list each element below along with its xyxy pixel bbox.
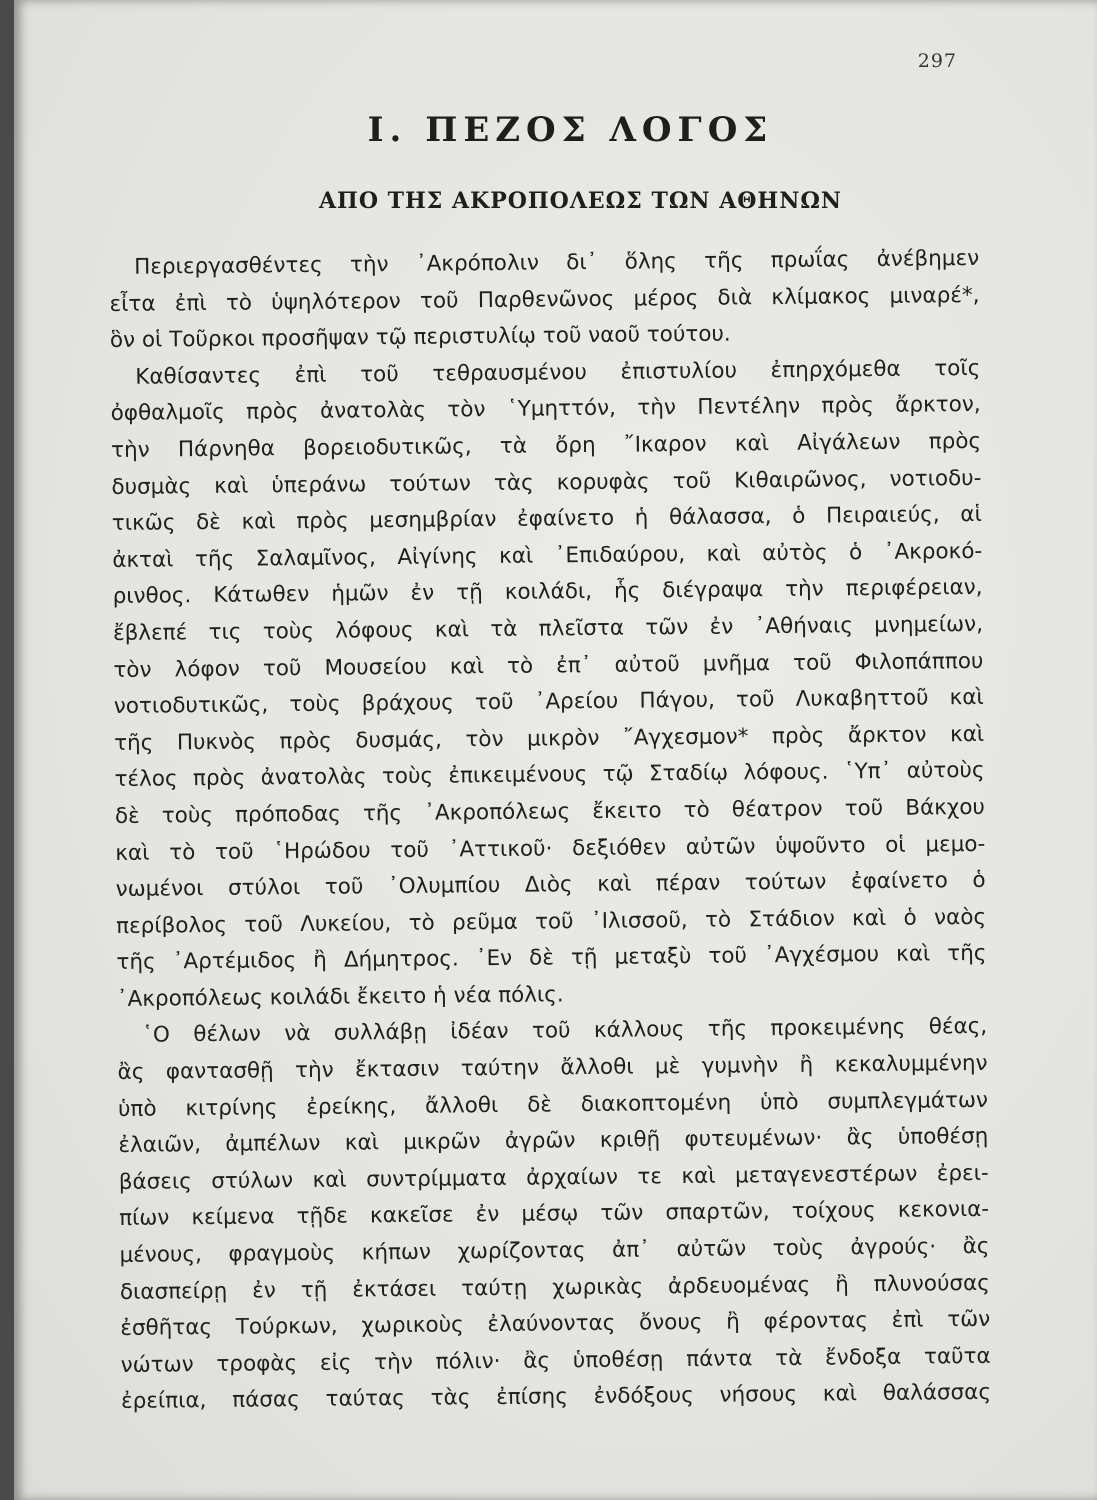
- text-line: ρινθος. Κάτωθεν ἡμῶν ἐν τῇ κοιλάδι, ἧς διέγραψα τὴν περιφέρειαν,: [112, 575, 983, 610]
- page-number: 297: [917, 50, 957, 72]
- text-line: δυσμὰς καὶ ὑπεράνω τούτων τὰς κορυφὰς τοῦ Κιθαιρῶνος, νοτιοδυ-: [111, 465, 982, 500]
- text-line: καὶ τὸ τοῦ ῾Ηρώδου τοῦ ᾿Αττικοῦ· δεξιόθεν αὐτῶν ὑψοῦντο οἱ μεμο-: [115, 831, 986, 866]
- text-line: ἂς φαντασθῇ τὴν ἔκτασιν ταύτην ἄλλοθι μὲ γυμνὴν ἢ κεκαλυμμένην: [117, 1050, 988, 1086]
- text-line: βάσεις στύλων καὶ συντρίμματα ἀρχαίων τε καὶ μεταγενεστέρων ἐρει-: [118, 1160, 989, 1195]
- text-line: τῆς ᾿Αρτέμιδος ἢ Δήμητρος. ᾿Εν δὲ τῇ μεταξὺ τοῦ ᾿Αγχέσμου καὶ τῆς: [116, 941, 987, 976]
- text-line: δὲ τοὺς πρόποδας τῆς ᾿Ακροπόλεως ἔκειτο τὸ θέατρον τοῦ Βάκχου: [114, 794, 986, 829]
- book-page: [14, 0, 1097, 1500]
- text-line: εἶτα ἐπὶ τὸ ὑψηλότερον τοῦ Παρθενῶνος μέρος διὰ κλίμακος μιναρέ*,: [109, 282, 980, 317]
- text-line: ἔβλεπέ τις τοὺς λόφους καὶ τὰ πλεῖστα τῶν ἐν ᾿Αθήναις μνημείων,: [112, 611, 984, 646]
- text-line: Καθίσαντες ἐπὶ τοῦ τεθραυσμένου ἐπιστυλίου ἐπηρχόμεθα τοῖς: [135, 355, 981, 390]
- text-line: τὴν Πάρνηθα βορειοδυτικῶς, τὰ ὄρη ῎Ικαρον καὶ Αἰγάλεων πρὸς: [110, 428, 982, 463]
- text-line: ἐλαιῶν, ἀμπέλων καὶ μικρῶν ἀγρῶν κριθῇ φυτευμένων· ἂς ὑποθέσῃ: [118, 1124, 989, 1159]
- text-line: μένους, φραγμοὺς κήπων χωρίζοντας ἀπ᾿ αὐτῶν τοὺς ἀγρούς· ἂς: [119, 1233, 990, 1268]
- text-line: τέλος πρὸς ἀνατολὰς τοὺς ἐπικειμένους τῷ Σταδίῳ λόφους. ῾Υπ᾿ αὐτοὺς: [114, 758, 985, 793]
- text-line: πίων κείμενα τῇδε κακεῖσε ἐν μέσῳ τῶν σπαρτῶν, τοίχους κεκονια-: [119, 1197, 990, 1232]
- text-line: νώτων τροφὰς εἰς τὴν πόλιν· ἂς ὑποθέσῃ πάντα τὰ ἔνδοξα ταῦτα: [120, 1343, 991, 1378]
- text-line: τὸν λόφον τοῦ Μουσείου καὶ τὸ ἐπ᾿ αὐτοῦ μνῆμα τοῦ Φιλοπάππου: [113, 648, 984, 683]
- text-line: περίβολος τοῦ Λυκείου, τὸ ρεῦμα τοῦ ᾿Ιλισσοῦ, τὸ Στάδιον καὶ ὁ ναὸς: [115, 904, 987, 939]
- text-line: ὀφθαλμοῖς πρὸς ἀνατολὰς τὸν ῾Υμηττόν, τὴν Πεντέλην πρὸς ἄρκτον,: [110, 392, 981, 427]
- text-line: τικῶς δὲ καὶ πρὸς μεσημβρίαν ἐφαίνετο ἡ θάλασσα, ὁ Πειραιεύς, αἱ: [111, 502, 982, 537]
- text-line: ὑπὸ κιτρίνης ἐρείκης, ἄλλοθι δὲ διακοπτομένη ὑπὸ συμπλεγμάτων: [117, 1087, 989, 1122]
- text-line: ᾿Ακροπόλεως κοιλάδι ἔκειτο ἡ νέα πόλις.: [116, 982, 564, 1012]
- text-line: ἐρείπια, πάσας ταύτας τὰς ἐπίσης ἐνδόξους νήσους καὶ θαλάσσας: [120, 1380, 992, 1415]
- text-line: ὃν οἱ Τοῦρκοι προσῆψαν τῷ περιστυλίῳ τοῦ ναοῦ τούτου.: [109, 321, 731, 354]
- text-line: νωμένοι στύλοι τοῦ ᾿Ολυμπίου Διὸς καὶ πέραν τούτων ἐφαίνετο ὁ: [115, 867, 986, 903]
- text-line: διασπείρῃ ἐν τῇ ἐκτάσει ταύτῃ χωρικὰς ἀρδευομένας ἢ πλυνούσας: [119, 1270, 990, 1305]
- body-text: [109, 241, 991, 1421]
- chapter-subtitle: ΑΠΟ ΤΗΣ ΑΚΡΟΠΟΛΕΩΣ ΤΩΝ ΑΘΗΝΩΝ: [318, 188, 843, 214]
- text-line: νοτιοδυτικῶς, τοὺς βράχους τοῦ ᾿Αρείου Πάγου, τοῦ Λυκαβηττοῦ καὶ: [113, 684, 984, 720]
- text-line: Περιεργασθέντες τὴν ᾿Ακρόπολιν δι᾿ ὅλης τῆς πρωΐας ἀνέβημεν: [134, 245, 980, 280]
- text-line: ἐσθῆτας Τούρκων, χωρικοὺς ἐλαύνοντας ὄνους ἢ φέροντας ἐπὶ τῶν: [120, 1307, 991, 1342]
- section-title: I. ΠΕΖΟΣ ΛΟΓΟΣ: [367, 110, 774, 150]
- text-line: ῾Ο θέλων νὰ συλλάβῃ ἰδέαν τοῦ κάλλους τῆς προκειμένης θέας,: [142, 1014, 988, 1049]
- text-line: τῆς Πυκνὸς πρὸς δυσμάς, τὸν μικρὸν ῎Αγχεσμον* πρὸς ἄρκτον καὶ: [114, 721, 985, 756]
- text-line: ἀκταὶ τῆς Σαλαμῖνος, Αἰγίνης καὶ ᾿Επιδαύρου, καὶ αὐτὸς ὁ ᾿Ακροκό-: [112, 538, 983, 573]
